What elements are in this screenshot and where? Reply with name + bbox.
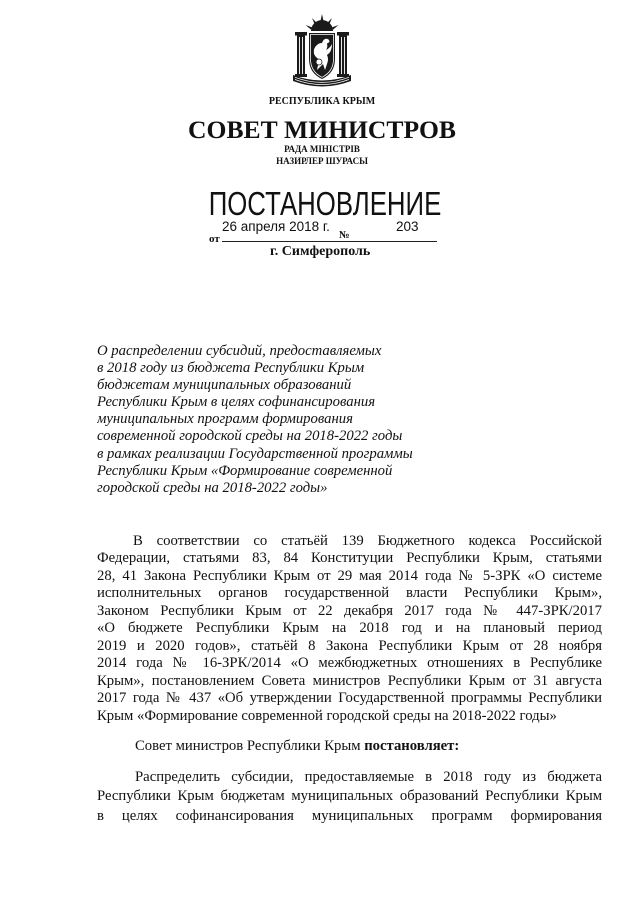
title-line: Республики Крым «Формирование современной: [97, 462, 393, 479]
preamble-line: Крым», постановлением Совета министров Республики Крым от 31 августа: [97, 672, 602, 689]
title-line: Республики Крым в целях софинансирования: [97, 394, 376, 411]
emblem-column-right: [337, 32, 349, 77]
council-name: СОВЕТ МИНИСТРОВ: [188, 114, 456, 144]
decree-title: [97, 343, 517, 497]
item-paragraph: [97, 768, 602, 827]
preamble-line: 2017 года № 437 «Об утверждении Государственной программы Республики: [97, 690, 602, 707]
council-name-crimean-tatar: НАЗИРЛЕР ШУРАСЫ: [276, 155, 368, 166]
resolution-verb: постановляет:: [364, 737, 460, 754]
preamble-line: «О бюджете Республики Крым на 2018 год и на плановый период: [97, 620, 602, 637]
title-line: в рамках реализации Государственной программы: [97, 445, 413, 462]
item-line: Распределить субсидии, предоставляемые в 2018 году из бюджета: [135, 768, 602, 785]
preamble-line: 2019 и 2020 годов», статьёй 8 Закона Республики Крым от 28 ноября: [97, 637, 602, 654]
title-line: бюджетам муниципальных образований: [97, 377, 352, 394]
date-number-underline: [222, 241, 437, 242]
preamble-line: 2014 года № 16-ЗРК/2014 «О межбюджетных отношениях в Республике: [97, 655, 602, 672]
preamble-line: Федерации, статьями 83, 84 Конституции Республики Крым, статьями: [97, 550, 602, 567]
title-line: современной городской среды на 2018-2022 годы: [97, 428, 403, 445]
council-name-ukrainian: РАДА МІНІСТРІВ: [284, 143, 360, 154]
resolution-statement: [135, 738, 459, 756]
item-line: Республики Крым бюджетам муниципальных образований Республики Крым: [97, 788, 602, 805]
decree-date: 26 апреля 2018 г.: [222, 219, 330, 234]
preamble-line: 28, 41 Закона Республики Крым от 29 мая 2014 года № 5-ЗРК «О системе: [97, 567, 602, 584]
document-type: ПОСТАНОВЛЕНИЕ: [208, 186, 442, 223]
title-line: О распределении субсидий, предоставляемых: [97, 343, 382, 359]
number-label: №: [339, 230, 350, 241]
title-line: городской среды на 2018-2022 годы»: [97, 479, 328, 496]
title-line: муниципальных программ формирования: [97, 411, 353, 428]
republic-name: РЕСПУБЛИКА КРЫМ: [268, 96, 376, 107]
item-line: в целях софинансирования муниципальных программ формирования: [97, 807, 602, 824]
emblem-column-left: [295, 32, 307, 77]
decree-number: 203: [396, 219, 419, 234]
preamble-line: Законом Республики Крым от 22 декабря 2017 года № 447-ЗРК/2017: [97, 602, 602, 619]
preamble-line: исполнительных органов государственной власти Республики Крым»,: [97, 585, 602, 602]
preamble-line: В соответствии со статьёй 139 Бюджетного кодекса Российской: [133, 532, 602, 549]
preamble-line: Крым «Формирование современной городской среды на 2018-2022 годы»: [97, 707, 557, 724]
coat-of-arms-icon: [292, 12, 352, 88]
title-line: в 2018 году из бюджета Республики Крым: [97, 360, 365, 377]
city: г. Симферополь: [270, 243, 371, 259]
preamble-paragraph: [97, 533, 602, 726]
emblem-sun: [306, 14, 339, 31]
resolution-lead: Совет министров Республики Крым: [135, 737, 361, 754]
date-prefix: от: [209, 232, 220, 245]
